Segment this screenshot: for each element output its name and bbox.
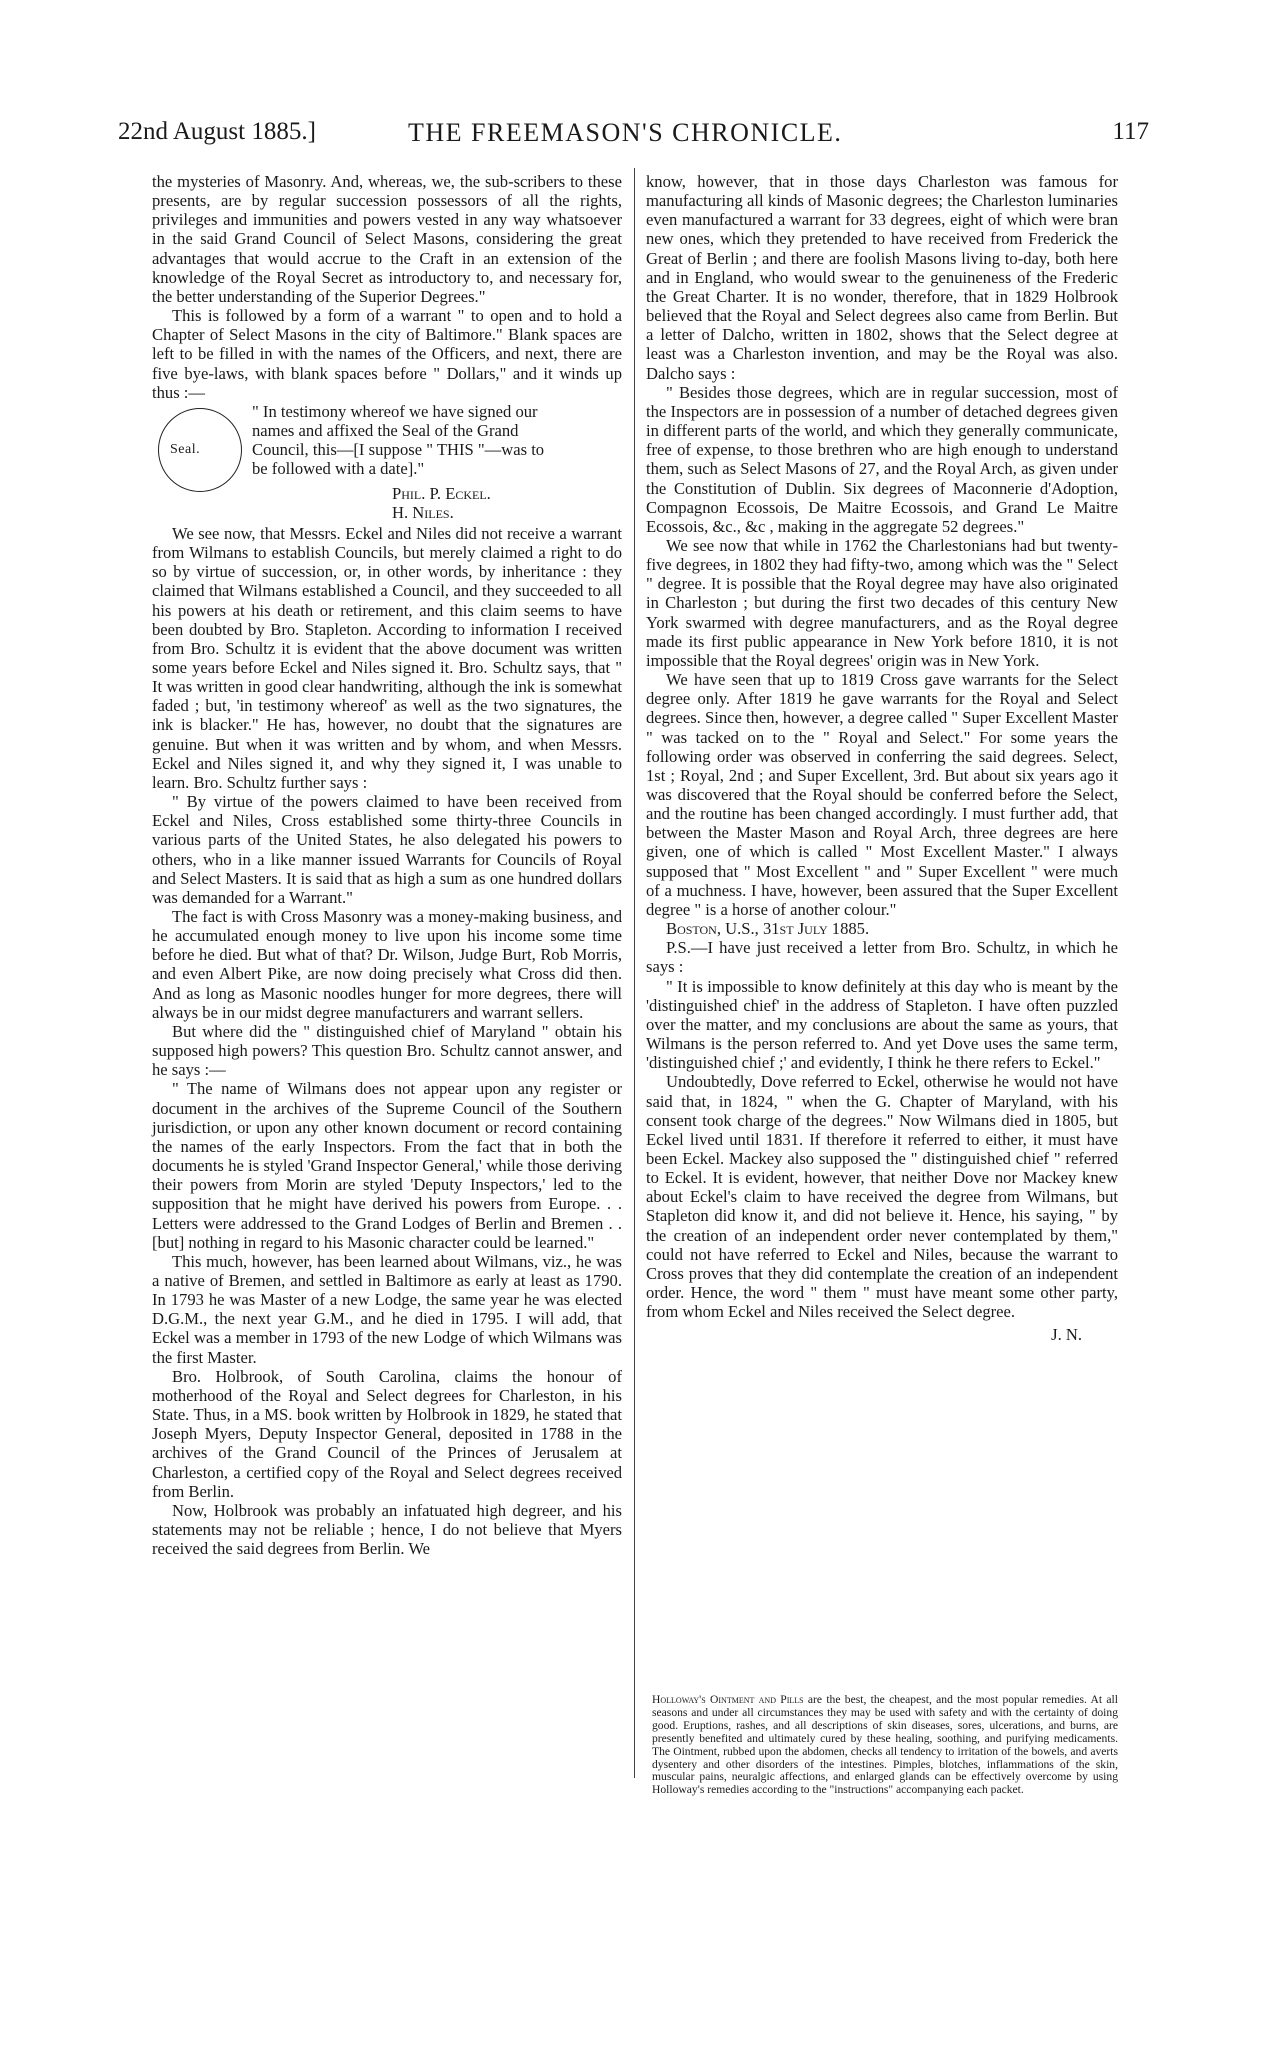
paragraph: The fact is with Cross Masonry was a money-making business, and he accumulated enough money to live upon his income some time before he died. But what of that? Dr. Wilson, Judge Burt, Rob Morris, and even Albert Pike, are now doing precisely what Cross did then. And as long as Masonic noodles hunger for more degrees, there will always be in our midst degree manufacturers and warrant sellers. bbox=[152, 907, 622, 1022]
paragraph: P.S.—I have just received a letter from Bro. Schultz, in which he says : bbox=[646, 938, 1118, 977]
paragraph: We see now, that Messrs. Eckel and Niles did not receive a warrant from Wilmans to establish Councils, but merely claimed a right to do so by virtue of succession, or, in other words, by inheritance : they claimed that Wilmans established a Council, and they succeeded to all his powers at his death or retirement, and this claim seems to have been doubted by Bro. Stapleton. According to information I received from Bro. Schultz it is evident that the above document was written some years before Eckel and Niles signed it. Bro. Schultz says, that " It was written in good clear handwriting, although the ink is somewhat faded ; but, 'in testimony whereof' as well as the two signatures, the ink is blacker." He has, however, no doubt that the signatures are genuine. But when it was written and by whom, and when Messrs. Eckel and Niles signed it, and why they signed it, I was unable to learn. Bro. Schultz further says : bbox=[152, 523, 622, 792]
quote-line: names and affixed the Seal of the Grand bbox=[252, 421, 519, 441]
quoted-paragraph: " By virtue of the powers claimed to have been received from Eckel and Niles, Cross established some thirty-three Councils in various parts of the United States, he also delegated his powers to others, who in a like manner issued Warrants for Councils of Royal and Select Masters. It is said that as high a sum as one hundred dollars was demanded for a Warrant." bbox=[152, 792, 622, 907]
seal-label: Seal. bbox=[170, 441, 201, 457]
paragraph: This much, however, has been learned about Wilmans, viz., he was a native of Bremen, and settled in Baltimore as early at least as 1790. In 1793 he was Master of a new Lodge, the same year he was elected D.G.M., the next year G.M., and he died in 1795. I will add, that Eckel was a member in 1793 of the new Lodge of which Wilmans was the first Master. bbox=[152, 1251, 622, 1367]
paragraph: But where did the " distinguished chief of Maryland " obtain his supposed high powers? This question Bro. Schultz cannot answer, and he says :— bbox=[152, 1021, 622, 1080]
quoted-paragraph: " The name of Wilmans does not appear upon any register or document in the archives of the Supreme Council of the Southern jurisdiction, or upon any other known document or record containing the names of the early Inspectors. From the fact that in both the documents he is styled 'Grand Inspector General,' while those deriving their powers from Morin are styled 'Deputy Inspectors,' led to the supposition that he might have derived his powers from Europe. . . Letters were addressed to the Grand Lodges of Berlin and Bremen . . [but] nothing in regard to his Masonic character could be learned." bbox=[152, 1079, 622, 1252]
author-initials: J. N. bbox=[1051, 1325, 1082, 1345]
testimony-quote bbox=[252, 402, 622, 479]
paragraph: This is followed by a form of a warrant " to open and to hold a Chapter of Select Masons in the city of Baltimore." Blank spaces are left to be filled in with the names of the Officers, and next, there are five bye-laws, with blank spaces before " Dollars," and it winds up thus :— bbox=[152, 306, 622, 402]
dateline: Boston, U.S., 31st July 1885. bbox=[666, 919, 870, 939]
paragraph: know, however, that in those days Charleston was famous for manufacturing all kinds of Masonic degrees; the Charleston luminaries even manufactured a warrant for 33 degrees, eight of which were bran new ones, which they pretended to have received from Frederick the Great of Berlin ; and there are foolish Masons living to-day, both here and in England, who would swear to the genuineness of the Frederic the Great Charter. It is no wonder, therefore, that in 1829 Holbrook believed that the Royal and Select degrees also came from Berlin. But a letter of Dalcho, written in 1802, shows that the Select degree at least was a Charleston invention, and may be the Royal was also. Dalcho says : bbox=[646, 172, 1118, 383]
seal-testimony-block bbox=[152, 402, 622, 524]
advert-heading: Holloway's Ointment and Pills bbox=[652, 1693, 804, 1706]
left-column bbox=[152, 172, 622, 1558]
advert-body: are the best, the cheapest, and the most popular remedies. At all seasons and under all circumstances they may be used with safety and with the certainty of doing good. Eruptions, rashes, and all descriptions of skin diseases, sores, ulcerations, and burns, are presently benefited and ultimately cured by these healing, soothing, and purifying medicaments. The Ointment, rubbed upon the abdomen, checks all tendency to irritation of the bowels, and averts dysentery and other disorders of the intestines. Pimples, blotches, inflammations of the skin, muscular pains, neuralgic affections, and enlarged glands can be effectively overcome by using Holloway's remedies according to the "instructions" accompanying each packet. bbox=[652, 1693, 1118, 1797]
quoted-paragraph: " It is impossible to know definitely at this day who is meant by the 'distinguished chief' in the address of Stapleton. I have often puzzled over the matter, and my conclusions are about the same as yours, that Wilmans is the person referred to. And yet Dove uses the same term, 'distinguished chief ;' and evidently, I think he there refers to Eckel." bbox=[646, 976, 1118, 1073]
column-divider bbox=[634, 168, 635, 1778]
issue-date: 22nd August 1885.] bbox=[118, 118, 316, 145]
paragraph: Undoubtedly, Dove referred to Eckel, otherwise he would not have said that, in 1824, " when the G. Chapter of Maryland, with his consent took charge of the degrees." Now Wilmans died in 1805, but Eckel lived until 1831. If therefore it referred to either, it must have been Eckel. Mackey also supposed the " distinguished chief " referred to Eckel. It is evident, however, that neither Dove nor Mackey knew about Eckel's claim to have received the degree from Wilmans, but Stapleton did know it, and did not believe it. Hence, his saying, " by the creation of an independent order never contemplated by them," could not have referred to Eckel and Niles, because the warrant to Cross proves that they did contemplate the creation of an independent order. Hence, the word " them " must have meant some other party, from whom Eckel and Niles received the Select degree. bbox=[646, 1072, 1118, 1322]
paragraph: the mysteries of Masonry. And, whereas, we, the sub-scribers to these presents, are by regular succession possessors of all the rights, privileges and immunities and powers vested in any way whatsoever in the said Grand Council of Select Masons, considering the great advantages that would accrue to the Craft in an extension of the knowledge of the Royal Secret as introductory to, and necessary for, the better understanding of the Superior Degrees." bbox=[152, 172, 622, 306]
page-number: 117 bbox=[1112, 118, 1149, 145]
signature-niles: H. Niles. bbox=[392, 502, 454, 522]
paragraph: Now, Holbrook was probably an infatuated high degreer, and his statements may not be reliable ; hence, I do not believe that Myers received the said degrees from Berlin. We bbox=[152, 1500, 622, 1559]
signature-eckel: Phil. P. Eckel. bbox=[392, 483, 491, 503]
quote-line: " In testimony whereof we have signed our bbox=[252, 401, 538, 421]
quoted-paragraph: " Besides those degrees, which are in regular succession, most of the Inspectors are in possession of a number of detached degrees given in different parts of the world, and which they generally communicate, free of expense, to those brethren who are high enough to understand them, such as Select Masons of 27, and the Royal Arch, as given under the Constitution of Dublin. Six degrees of Maconnerie d'Adoption, Compagnon Ecossois, De Maitre Ecossois, and Grand Le Maitre Ecossois, &c., &c , making in the aggregate 52 degrees." bbox=[646, 382, 1118, 536]
paragraph: We see now that while in 1762 the Charlestonians had but twenty-five degrees, in 1802 they had fifty-two, among which was the " Select " degree. It is possible that the Royal degree may have also originated in Charleston ; but during the first two decades of this century New York swarmed with degree manufacturers, and as the Royal degree made its first public appearance in New York before 1810, it is not impossible that the Royal degrees' origin was in New York. bbox=[646, 535, 1118, 670]
right-column bbox=[646, 172, 1118, 1345]
quote-line: Council, this—[I suppose " THIS "—was to bbox=[252, 440, 545, 460]
page-header bbox=[118, 118, 1149, 154]
paragraph: Bro. Holbrook, of South Carolina, claims the honour of motherhood of the Royal and Select degrees for Charleston, in his State. Thus, in a MS. book written by Holbrook in 1829, he stated that Joseph Myers, Deputy Inspector General, deposited in 1788 in the archives of the Grand Council of the Princes of Jerusalem at Charleston, a certified copy of the Royal and Select degrees received from Berlin. bbox=[152, 1366, 622, 1501]
quote-line: be followed with a date]." bbox=[252, 459, 425, 479]
paragraph: We have seen that up to 1819 Cross gave warrants for the Select degree only. After 1819 he gave warrants for the Royal and Select degrees. Since then, however, a degree called " Super Excellent Master " was tacked on to the " Royal and Select." For some years the following order was observed in conferring the said degrees. Select, 1st ; Royal, 2nd ; and Super Excellent, 3rd. But about six years ago it was discovered that the Royal should be conferred before the Select, and the routine has been changed accordingly. I must further add, that between the Master Mason and Royal Arch, three degrees are here given, one of which is called " Most Excellent Master." I always supposed that " Most Excellent " and " Super Excellent " were much of a muchness. I have, however, been assured that the Super Excellent degree " is a horse of another colour." bbox=[646, 670, 1118, 919]
holloway-advertisement bbox=[652, 1694, 1118, 1797]
masthead-title: THE FREEMASON'S CHRONICLE. bbox=[408, 118, 843, 147]
